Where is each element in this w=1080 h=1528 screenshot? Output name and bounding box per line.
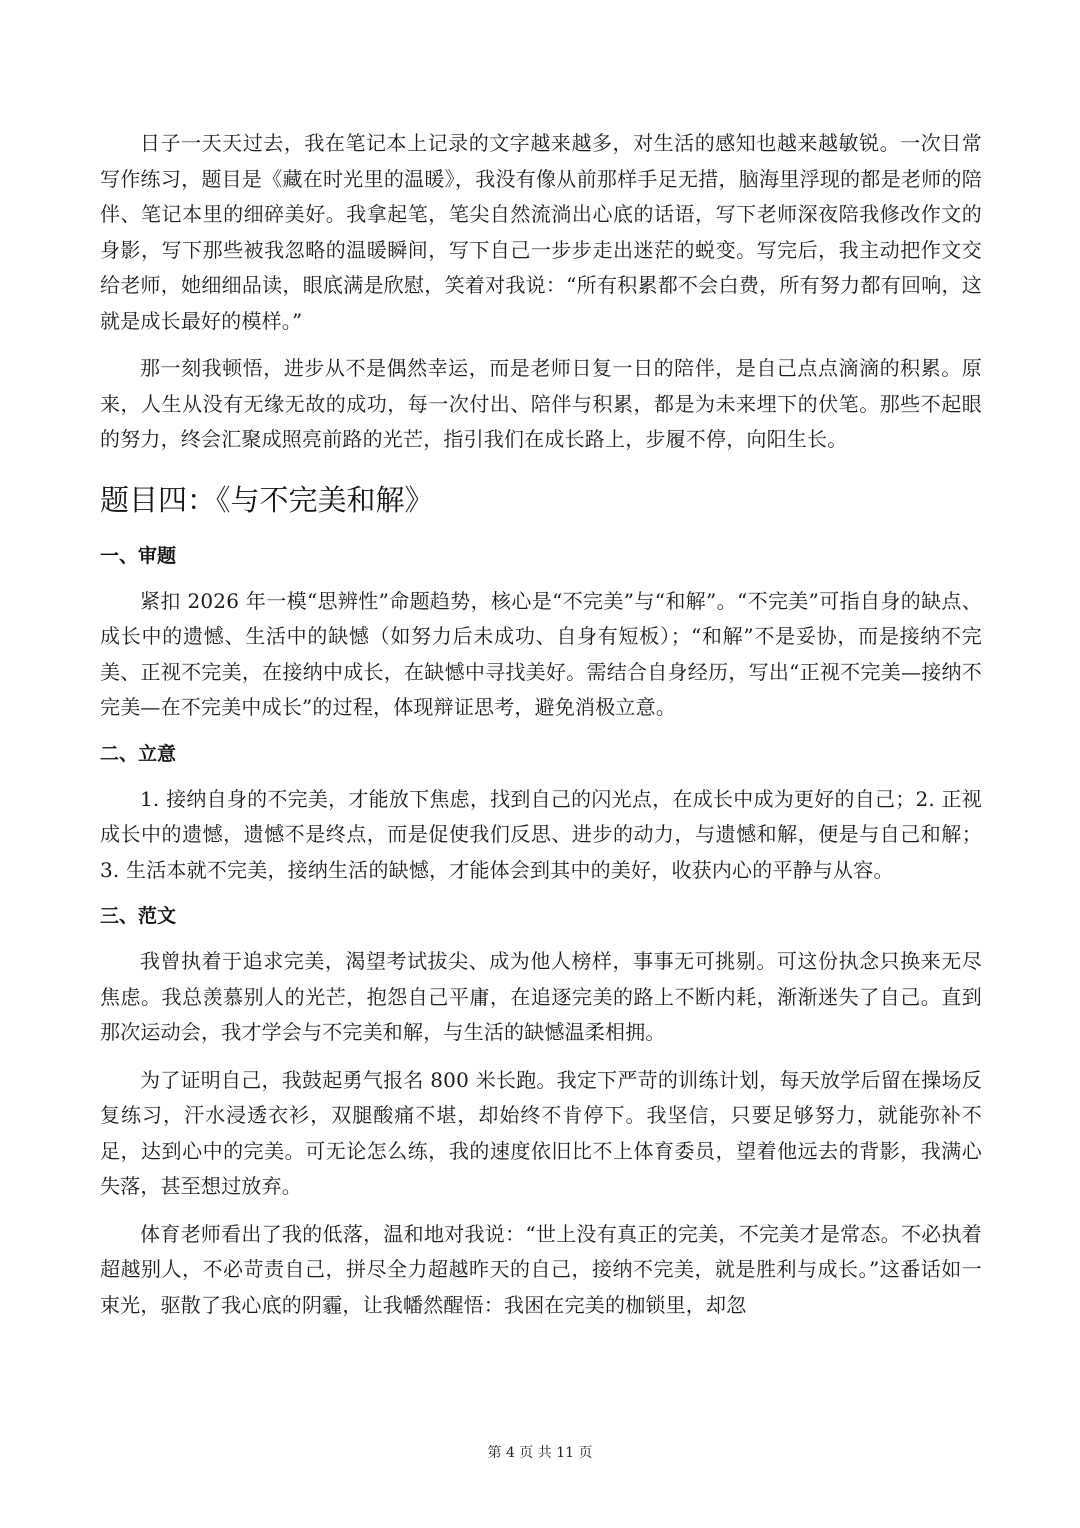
essay-paragraph-3: 体育老师看出了我的低落，温和地对我说：“世上没有真正的完美，不完美才是常态。不必执着超越别人，不必苛责自己，拼尽全力超越昨天的自己，接纳不完美，就是胜利与成长。”这番话如一束光，驱散了我心底的阴霾，让我幡然醒悟：我困在完美的枷锁里，却忽 bbox=[100, 1221, 982, 1317]
paragraph-1: 日子一天天过去，我在笔记本上记录的文字越来越多，对生活的感知也越来越敏锐。一次日常写作练习，题目是《藏在时光里的温暖》，我没有像从前那样手足无措，脑海里浮现的都是老师的陪伴、笔记本里的细碎美好。我拿起笔，笔尖自然流淌出心底的话语，写下老师深夜陪我修改作文的身影，写下那些被我忽略的温暖瞬间，写下自己一步步走出迷茫的蜕变。写完后，我主动把作文交给老师，她细细品读，眼底满是欣慰，笑着对我说：“所有积累都不会白费，所有努力都有回响，这就是成长最好的模样。” bbox=[100, 131, 982, 333]
page-footer: 第 4 页 共 11 页 bbox=[487, 1445, 593, 1461]
subheading-review: 一、审题 bbox=[100, 544, 177, 567]
section-title: 题目四：《与不完美和解》 bbox=[100, 482, 434, 517]
subheading-theme: 二、立意 bbox=[100, 742, 177, 765]
page-content bbox=[100, 126, 982, 1335]
subheading-essay: 三、范文 bbox=[100, 905, 177, 927]
essay-paragraph-2: 为了证明自己，我鼓起勇气报名 800 米长跑。我定下严苛的训练计划，每天放学后留在操场反复练习，汗水浸透衣衫，双腿酸痛不堪，却始终不肯停下。我坚信，只要足够努力，就能弥补不足，达到心中的完美。可无论怎么练，我的速度依旧比不上体育委员，望着他远去的背影，我满心失落，甚至想过放弃。 bbox=[100, 1067, 982, 1198]
theme-paragraph: 1. 接纳自身的不完美，才能放下焦虑，找到自己的闪光点，在成长中成为更好的自己；2. 正视成长中的遗憾，遗憾不是终点，而是促使我们反思、进步的动力，与遗憾和解，便是与自己和解；3. 生活本就不完美，接纳生活的缺憾，才能体会到其中的美好，收获内心的平静与从容。 bbox=[100, 786, 982, 882]
review-paragraph: 紧扣 2026 年一模“思辨性”命题趋势，核心是“不完美”与“和解”。“不完美”可指自身的缺点、成长中的遗憾、生活中的缺憾（如努力后未成功、自身有短板）；“和解”不是妥协，而是接纳不完美、正视不完美，在接纳中成长，在缺憾中寻找美好。需结合自身经历，写出“正视不完美—接纳不完美—在不完美中成长”的过程，体现辩证思考，避免消极立意。 bbox=[100, 588, 982, 719]
paragraph-2: 那一刻我顿悟，进步从不是偶然幸运，而是老师日复一日的陪伴，是自己点点滴滴的积累。原来，人生从没有无缘无故的成功，每一次付出、陪伴与积累，都是为未来埋下的伏笔。那些不起眼的努力，终会汇聚成照亮前路的光芒，指引我们在成长路上，步履不停，向阳生长。 bbox=[100, 356, 982, 451]
essay-paragraph-1: 我曾执着于追求完美，渴望考试拔尖、成为他人榜样，事事无可挑剔。可这份执念只换来无尽焦虑。我总羡慕别人的光芒，抱怨自己平庸，在追逐完美的路上不断内耗，渐渐迷失了自己。直到那次运动会，我才学会与不完美和解，与生活的缺憾温柔相拥。 bbox=[100, 949, 982, 1044]
